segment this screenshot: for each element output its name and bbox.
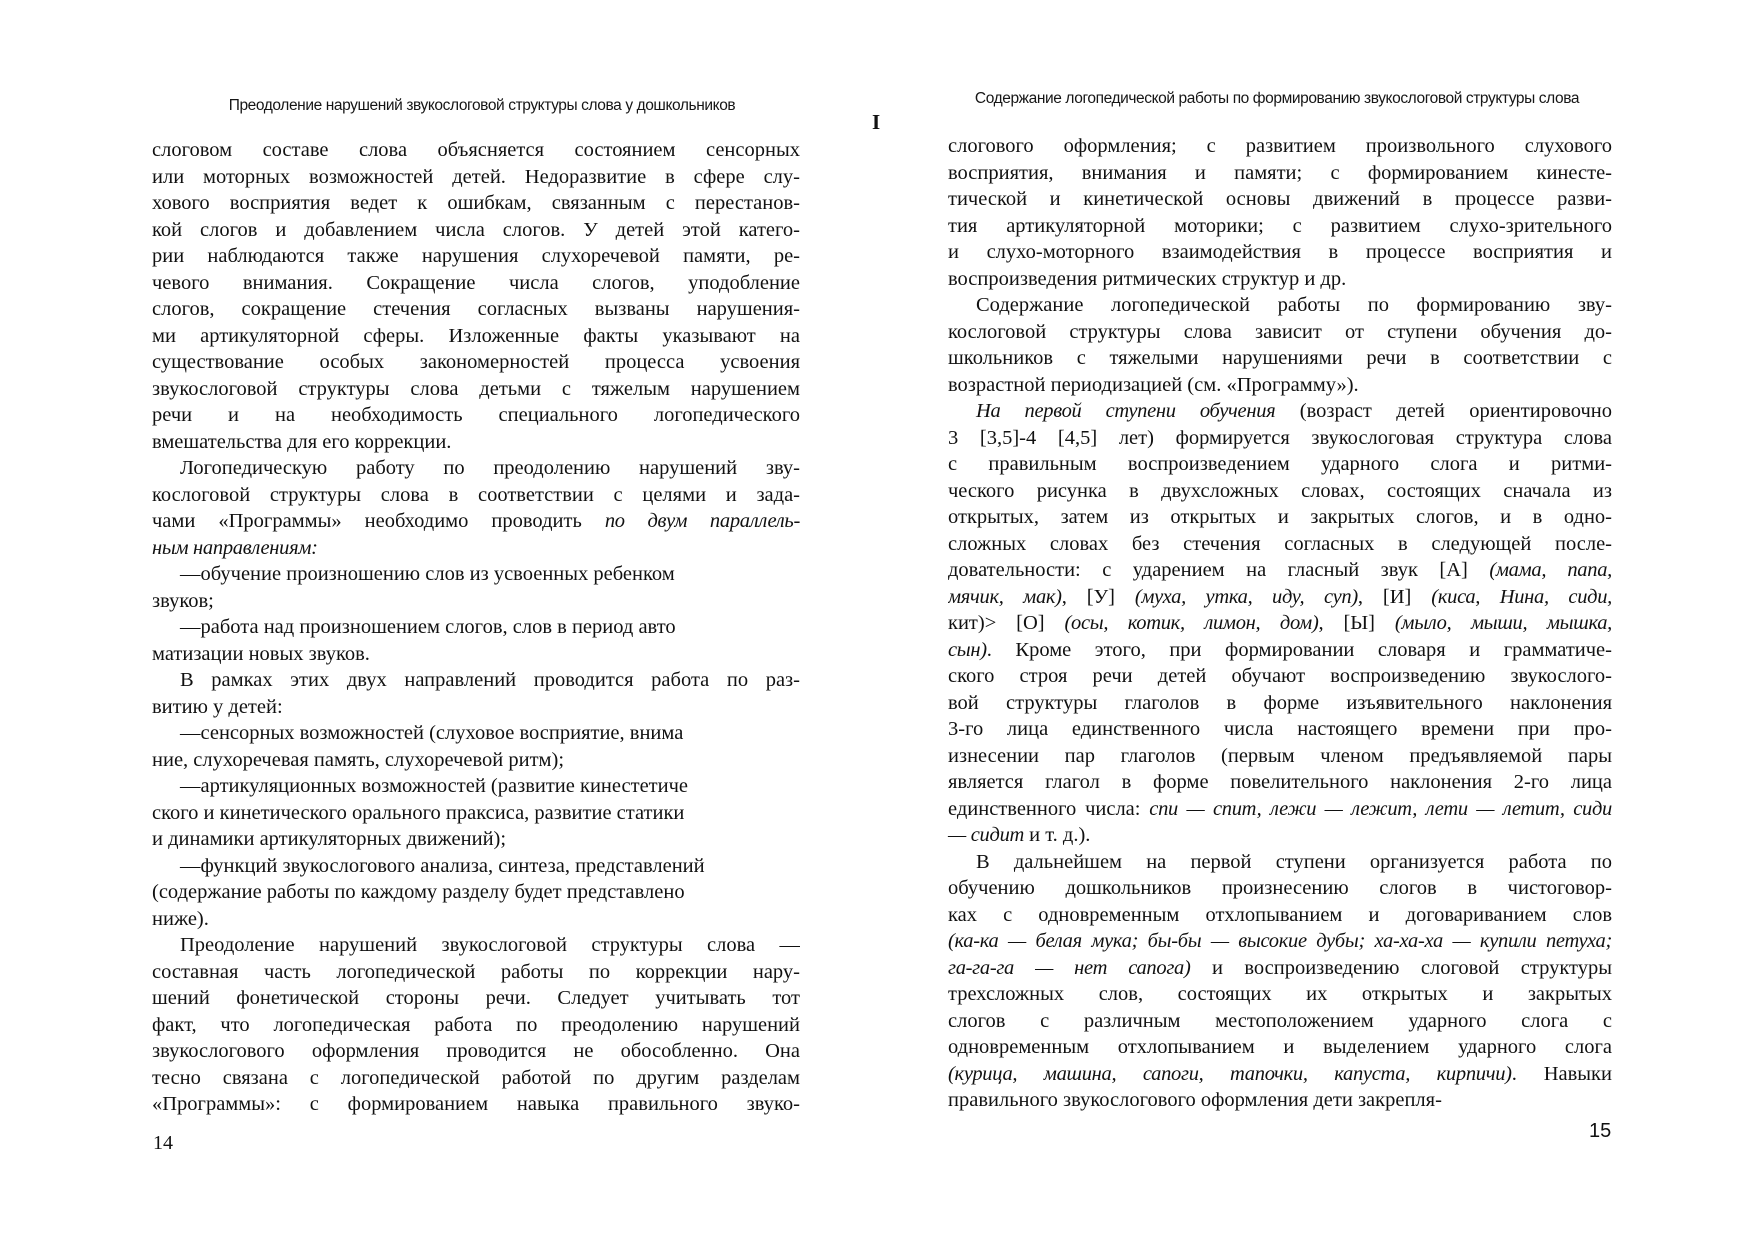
text-segment: тической и кинетической основы движений в процессе разви- bbox=[948, 188, 1612, 210]
text-segment: правильного звукослогового оформления дети закрепля- bbox=[948, 1089, 1442, 1111]
text-line bbox=[948, 345, 1612, 372]
text-segment: звуков; bbox=[152, 589, 214, 612]
text-segment: довательности: с ударением на гласный звук [А] bbox=[948, 559, 1490, 581]
text-line bbox=[948, 928, 1612, 955]
text-line bbox=[152, 694, 800, 721]
italic-text: (мама, папа, bbox=[1489, 559, 1612, 581]
text-line bbox=[948, 398, 1612, 425]
text-line bbox=[152, 720, 800, 747]
text-line bbox=[152, 747, 800, 774]
text-line bbox=[152, 1091, 800, 1118]
text-line bbox=[948, 849, 1612, 876]
text-line bbox=[152, 879, 800, 906]
text-segment: составная часть логопедической работы по коррекции нару- bbox=[152, 960, 800, 983]
text-line bbox=[152, 1012, 800, 1039]
text-line bbox=[152, 535, 800, 562]
text-line bbox=[948, 663, 1612, 690]
text-segment: изнесении пар глаголов (первым членом предъявляемой пары bbox=[948, 744, 1612, 767]
text-segment: и слухо-моторного взаимодействия в процессе восприятия и bbox=[948, 241, 1612, 263]
text-segment: слогового оформления; с развитием произвольного слухового bbox=[948, 135, 1612, 157]
text-segment: матизации новых звуков. bbox=[152, 642, 370, 665]
text-segment: тесно связана с логопедической работой по другим разделам bbox=[152, 1066, 800, 1089]
text-line bbox=[948, 319, 1612, 346]
text-segment: и динамики артикуляторных движений); bbox=[152, 828, 507, 850]
text-segment: ках с одновременным отхлопыванием и договариванием слов bbox=[948, 903, 1612, 926]
italic-text: (курица, машина, сапоги, тапочки, капуста, кирпичи) bbox=[948, 1062, 1512, 1085]
text-line bbox=[948, 610, 1612, 637]
text-line bbox=[948, 133, 1612, 160]
text-line bbox=[152, 190, 800, 217]
text-line bbox=[948, 266, 1612, 293]
text-segment: вой структуры глаголов в форме изъявительного наклонения bbox=[948, 691, 1612, 714]
text-segment: открытых, затем из открытых и закрытых слогов, и в одно- bbox=[948, 506, 1612, 528]
left-page-body bbox=[152, 137, 800, 1118]
text-line bbox=[948, 478, 1612, 505]
gutter-mark: I bbox=[872, 110, 881, 134]
text-line bbox=[152, 429, 800, 456]
text-segment: ского и кинетического орального праксиса, развитие статики bbox=[152, 801, 685, 824]
text-line bbox=[948, 981, 1612, 1008]
text-line bbox=[948, 822, 1612, 849]
text-segment: школьников с тяжелыми нарушениями речи в соответствии с bbox=[948, 347, 1612, 369]
text-line bbox=[948, 372, 1612, 399]
text-line bbox=[948, 716, 1612, 743]
text-line bbox=[948, 451, 1612, 478]
italic-text: (киса, Нина, сиди, bbox=[1431, 585, 1612, 608]
text-segment: (возраст детей ориентировочно bbox=[1275, 400, 1612, 422]
text-line bbox=[152, 932, 800, 959]
text-line bbox=[152, 1065, 800, 1092]
text-line bbox=[152, 376, 800, 403]
italic-text: (мыло, мыши, мышка, bbox=[1394, 612, 1612, 634]
text-segment: —артикуляционных возможностей (развитие кинестетиче bbox=[180, 775, 689, 797]
text-line bbox=[152, 402, 800, 429]
text-segment: Содержание логопедической работы по формированию зву- bbox=[976, 294, 1612, 316]
text-line bbox=[152, 959, 800, 986]
text-segment: воспроизведения ритмических структур и др. bbox=[948, 267, 1347, 290]
text-segment: , [У] bbox=[1061, 585, 1135, 608]
italic-text: (ка-ка — белая мука; бы-бы — высокие дубы; ха-ха-ха — купили петуха; bbox=[948, 930, 1612, 952]
text-segment: тия артикуляторной моторики; с развитием слухо-зрительного bbox=[948, 214, 1612, 237]
text-line bbox=[152, 455, 800, 482]
text-segment: и т. д.). bbox=[1024, 824, 1091, 846]
text-segment: восприятия, внимания и памяти; с формированием кинесте- bbox=[948, 161, 1612, 184]
italic-text: — сидит bbox=[948, 824, 1025, 846]
text-line bbox=[948, 557, 1612, 584]
text-segment: существование особых закономерностей процесса усвоения bbox=[152, 351, 800, 373]
italic-text: сын) bbox=[948, 638, 987, 661]
text-segment: хового восприятия ведет к ошибкам, связанным с перестанов- bbox=[152, 192, 800, 214]
text-segment: речи и на необходимость специального логопедического bbox=[152, 404, 800, 426]
text-segment: ние, слухоречевая память, слухоречевой ритм); bbox=[152, 748, 565, 771]
text-segment: —работа над произношением слогов, слов в период авто bbox=[180, 616, 676, 638]
text-segment: В дальнейшем на первой ступени организуется работа по bbox=[976, 850, 1612, 873]
page-number-right: 15 bbox=[1589, 1120, 1612, 1142]
page-number-left: 14 bbox=[153, 1132, 173, 1154]
italic-text: га-га-га — нет сапога) bbox=[948, 956, 1191, 979]
text-line bbox=[948, 637, 1612, 664]
italic-text: (муха, утка, иду, суп) bbox=[1134, 585, 1358, 608]
text-segment: витию у детей: bbox=[152, 695, 283, 718]
text-line bbox=[152, 826, 800, 853]
text-segment: ми артикуляторной сферы. Изложенные факты указывают на bbox=[152, 324, 800, 347]
text-segment: «Программы»: с формированием навыка правильного звуко- bbox=[152, 1093, 800, 1115]
text-line bbox=[948, 504, 1612, 531]
text-line bbox=[152, 482, 800, 509]
running-header-right: Содержание логопедической работы по формированию звукослоговой структуры слова bbox=[974, 90, 1580, 107]
text-line bbox=[948, 1008, 1612, 1035]
text-line bbox=[152, 217, 800, 244]
text-segment: или моторных возможностей детей. Недоразвитие в сфере слу- bbox=[152, 165, 800, 188]
text-segment: ческого рисунка в двухсложных словах, состоящих сначала из bbox=[948, 479, 1612, 502]
running-header-left: Преодоление нарушений звукослоговой структуры слова у дошкольников bbox=[228, 97, 736, 114]
text-line bbox=[152, 906, 800, 933]
text-line bbox=[152, 243, 800, 270]
text-line bbox=[152, 561, 800, 588]
text-segment: В рамках этих двух направлений проводится работа по раз- bbox=[180, 669, 800, 691]
text-line bbox=[948, 584, 1612, 611]
text-line bbox=[948, 1061, 1612, 1088]
text-segment: сложных словах без стечения согласных в следующей после- bbox=[948, 532, 1612, 555]
text-segment: является глагол в форме повелительного наклонения 2-го лица bbox=[948, 771, 1612, 793]
italic-text: (осы, котик, лимон, дом) bbox=[1064, 612, 1319, 634]
text-segment: —сенсорных возможностей (слуховое восприятие, внима bbox=[180, 722, 684, 744]
text-line bbox=[152, 588, 800, 615]
italic-text: ным направлениям: bbox=[152, 536, 318, 559]
text-segment: вмешательства для его коррекции. bbox=[152, 430, 452, 453]
text-segment: слоговом составе слова объясняется состоянием сенсорных bbox=[152, 139, 800, 161]
text-segment: слогов с различным местоположением ударного слога с bbox=[948, 1009, 1612, 1032]
text-segment: 3-го лица единственного числа настоящего времени при про- bbox=[948, 718, 1612, 740]
text-segment: , [И] bbox=[1357, 585, 1432, 608]
text-line bbox=[948, 186, 1612, 213]
text-line bbox=[152, 270, 800, 297]
text-segment: шений фонетической стороны речи. Следует учитывать тот bbox=[152, 987, 800, 1009]
text-line bbox=[152, 137, 800, 164]
text-segment: . Навыки bbox=[1511, 1062, 1612, 1085]
text-segment: трехсложных слов, состоящих их открытых и закрытых bbox=[948, 983, 1612, 1005]
text-line bbox=[152, 1038, 800, 1065]
text-line bbox=[152, 853, 800, 880]
text-segment: Преодоление нарушений звукослоговой структуры слова — bbox=[180, 934, 800, 956]
text-segment: обучению дошкольников произнесению слогов в чистоговор- bbox=[948, 877, 1612, 899]
text-line bbox=[152, 296, 800, 323]
right-page-body bbox=[948, 133, 1612, 1114]
text-segment: . Кроме этого, при формировании словаря и грамматиче- bbox=[986, 638, 1612, 661]
text-line bbox=[152, 641, 800, 668]
text-segment: звукослоговой структуры слова детьми с тяжелым нарушением bbox=[152, 377, 800, 400]
text-line bbox=[948, 1034, 1612, 1061]
text-line bbox=[948, 160, 1612, 187]
text-segment: слогов, сокращение стечения согласных вызваны нарушения- bbox=[152, 298, 800, 320]
text-line bbox=[948, 1087, 1612, 1114]
text-segment: с правильным воспроизведением ударного слога и ритми- bbox=[948, 453, 1612, 475]
text-line bbox=[948, 769, 1612, 796]
text-line bbox=[152, 800, 800, 827]
text-segment: рии наблюдаются также нарушения слухоречевой памяти, ре- bbox=[152, 245, 800, 267]
text-segment: 3 [3,5]-4 [4,5] лет) формируется звукослоговая структура слова bbox=[948, 426, 1612, 449]
text-segment: ниже). bbox=[152, 907, 209, 930]
text-segment: возрастной периодизацией (см. «Программу»). bbox=[948, 373, 1359, 396]
text-line bbox=[152, 323, 800, 350]
text-line bbox=[948, 213, 1612, 240]
text-segment: ского строя речи детей обучают воспроизведению звукослого- bbox=[948, 665, 1612, 687]
text-line bbox=[948, 743, 1612, 770]
text-line bbox=[152, 508, 800, 535]
text-segment: чевого внимания. Сокращение числа слогов, уподобление bbox=[152, 271, 800, 294]
text-line bbox=[948, 292, 1612, 319]
text-segment: факт, что логопедическая работа по преодолению нарушений bbox=[152, 1013, 800, 1036]
text-line bbox=[948, 902, 1612, 929]
text-segment: чами «Программы» необходимо проводить bbox=[152, 510, 605, 532]
text-line bbox=[948, 239, 1612, 266]
text-segment: кослоговой структуры слова зависит от ступени обучения до- bbox=[948, 320, 1612, 343]
text-line bbox=[948, 425, 1612, 452]
text-segment: звукослогового оформления проводится не обособленно. Она bbox=[152, 1040, 800, 1062]
text-line bbox=[948, 690, 1612, 717]
text-segment: одновременным отхлопыванием и выделением ударного слога bbox=[948, 1036, 1612, 1058]
text-line bbox=[948, 875, 1612, 902]
text-segment: , [Ы] bbox=[1318, 612, 1395, 634]
text-segment: кой слогов и добавлением числа слогов. У детей этой катего- bbox=[152, 218, 800, 241]
italic-text: мячик, мак) bbox=[948, 585, 1062, 608]
text-segment: и воспроизведению слоговой структуры bbox=[1190, 956, 1612, 979]
text-line bbox=[152, 667, 800, 694]
text-line bbox=[948, 796, 1612, 823]
text-segment: —функций звукослогового анализа, синтеза, представлений bbox=[180, 854, 705, 877]
italic-text: На первой ступени обучения bbox=[976, 400, 1276, 422]
text-line bbox=[948, 955, 1612, 982]
text-segment: (содержание работы по каждому разделу будет представлено bbox=[152, 881, 685, 903]
text-line bbox=[152, 164, 800, 191]
text-line bbox=[152, 349, 800, 376]
text-segment: Логопедическую работу по преодолению нарушений зву- bbox=[180, 457, 800, 479]
text-segment: кит)> [О] bbox=[948, 612, 1065, 634]
text-segment: —обучение произношению слов из усвоенных ребенком bbox=[180, 563, 675, 585]
text-line bbox=[152, 614, 800, 641]
text-segment: единственного числа: bbox=[948, 797, 1150, 820]
italic-text: спи — спит, лежи — лежит, лети — летит, сиди bbox=[1149, 797, 1612, 820]
text-line bbox=[152, 773, 800, 800]
italic-text: по двум параллель- bbox=[604, 510, 800, 532]
text-line bbox=[948, 531, 1612, 558]
text-line bbox=[152, 985, 800, 1012]
text-segment: кослоговой структуры слова в соответствии с целями и зада- bbox=[152, 483, 800, 506]
